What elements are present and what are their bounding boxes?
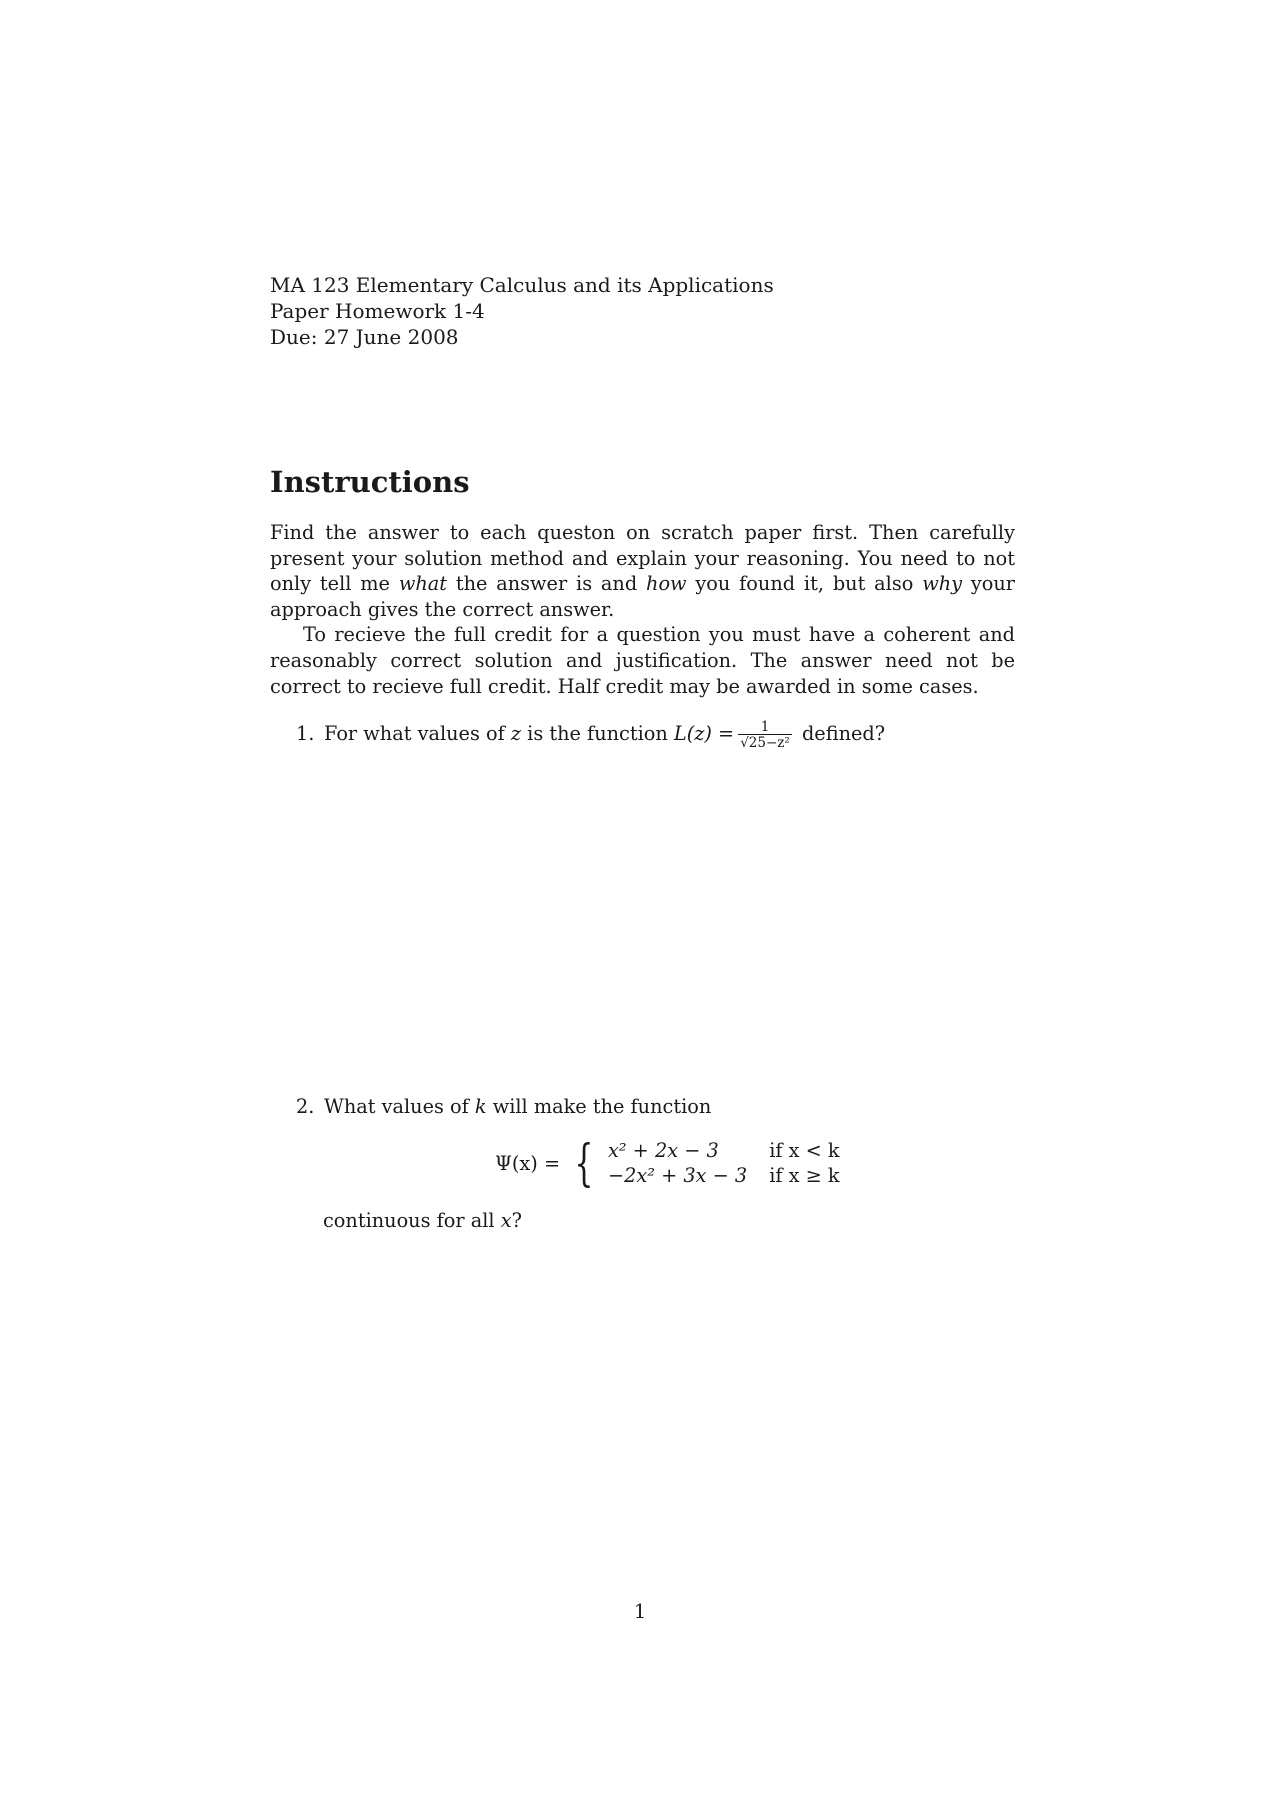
document-header (270, 272, 774, 350)
piecewise-cases (608, 1138, 840, 1188)
due-date: Due: 27 June 2008 (270, 325, 459, 349)
instructions-paragraph-1: Find the answer to each queston on scratch paper first. Then carefully present your solution method and explain your reasoning. You need to not only tell me what the answer is and how you found it, but also why your approach gives the correct answer. (270, 521, 1015, 621)
fraction: $\frac{1}{\text{√25−z²}}$ (740, 719, 790, 751)
case-1-condition: if x < k (769, 1139, 840, 1162)
question-2-followup: continuous for all x? (323, 1209, 522, 1232)
question-number: 2. (296, 1095, 315, 1118)
question-number: 1. (296, 722, 315, 745)
case-2-expression: −2x² + 3x − 3 (607, 1164, 748, 1187)
case-1-expression: x² + 2x − 3 (607, 1139, 719, 1162)
piecewise-function (495, 1134, 840, 1192)
page-number: 1 (633, 1600, 647, 1623)
question-1: 1. For what values of z is the function L(z) = $\frac{1}{\text{√25−z²}}$ defined? (296, 719, 886, 751)
question-2: 2. What values of k will make the function (296, 1095, 712, 1118)
case-2-condition: if x ≥ k (769, 1164, 840, 1187)
piecewise-lhs: Ψ(x) = (495, 1151, 561, 1175)
left-brace-icon: { (574, 1134, 594, 1192)
assignment-title: Paper Homework 1-4 (270, 299, 485, 323)
course-title: MA 123 Elementary Calculus and its Applications (270, 273, 774, 297)
instructions-body (270, 520, 1015, 699)
instructions-heading: Instructions (270, 465, 470, 499)
function-lhs: L(z) = (673, 722, 735, 745)
instructions-paragraph-2: To recieve the full credit for a question you must have a coherent and reasonably correct solution and justification. The answer need not be correct to recieve full credit. Half credit may be awarded in some cases. (270, 623, 1015, 698)
